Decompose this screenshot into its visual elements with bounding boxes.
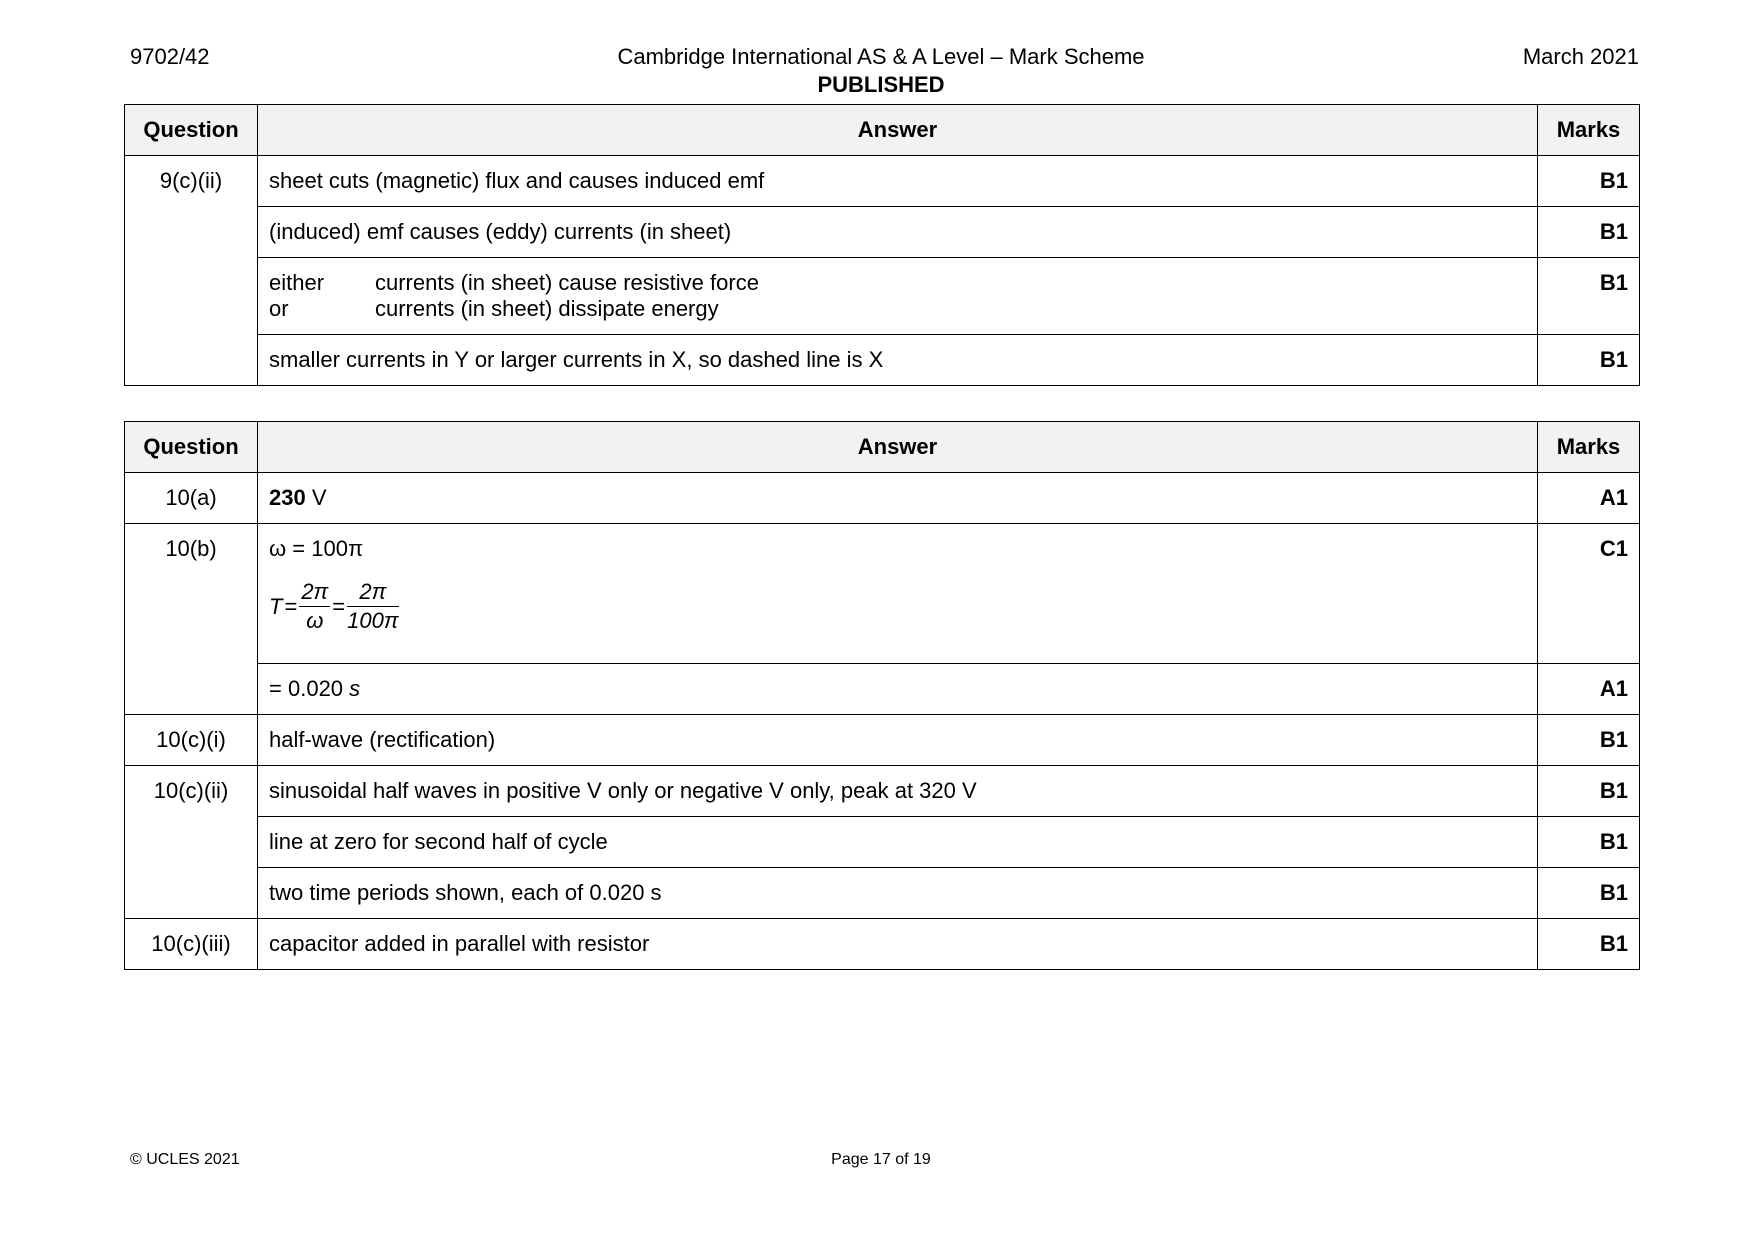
or-line [269,296,1526,322]
table-row [125,335,1640,386]
fraction-denominator: ω [306,608,324,633]
answer-cell: sinusoidal half waves in positive V only or negative V only, peak at 320 V [258,766,1538,817]
table-row [125,664,1640,715]
table-row [125,473,1640,524]
either-line [269,270,1526,296]
period-equation [269,580,1526,633]
or-label: or [269,296,289,321]
table-row [125,207,1640,258]
question-number: 10(c)(i) [125,715,258,766]
answer-cell [258,524,1538,664]
equals-sign: = [269,676,282,701]
either-text: currents (in sheet) cause resistive force [375,270,759,295]
marks-header: Marks [1538,105,1640,156]
either-label: either [269,270,325,295]
equals-sign: = [284,593,298,619]
mark-cell: B1 [1538,817,1640,868]
table-row [125,258,1640,335]
table-header-row [125,105,1640,156]
table-row [125,156,1640,207]
answer-value: 230 [269,485,306,510]
mark-cell: B1 [1538,766,1640,817]
table-row [125,868,1640,919]
or-text: currents (in sheet) dissipate energy [375,296,719,321]
question-number: 10(c)(iii) [125,919,258,970]
fraction-denominator: 100π [347,608,399,633]
title-text: Cambridge International AS & A Level – Mark Scheme [617,44,1145,69]
mark-cell: B1 [1538,868,1640,919]
mark-cell: A1 [1538,473,1640,524]
mark-cell: A1 [1538,664,1640,715]
exam-date: March 2021 [1522,44,1639,69]
table-row [125,817,1640,868]
mark-cell: B1 [1538,207,1640,258]
paper-code: 9702/42 [130,44,210,69]
mark-cell: B1 [1538,715,1640,766]
answer-cell: (induced) emf causes (eddy) currents (in sheet) [258,207,1538,258]
mark-cell: B1 [1538,335,1640,386]
mark-scheme-table-10 [124,421,1640,970]
question-header: Question [125,422,258,473]
fraction-numerator: 2π [299,580,330,607]
answer-cell [258,473,1538,524]
answer-header: Answer [258,105,1538,156]
fraction-2pi-over-100pi [347,580,398,633]
question-number: 10(a) [125,473,258,524]
fraction-2pi-over-omega [299,580,330,633]
answer-cell: sheet cuts (magnetic) flux and causes induced emf [258,156,1538,207]
answer-cell: line at zero for second half of cycle [258,817,1538,868]
question-number: 10(b) [125,524,258,715]
mark-cell: B1 [1538,919,1640,970]
mark-cell: B1 [1538,156,1640,207]
answer-header: Answer [258,422,1538,473]
published-label: PUBLISHED [817,72,945,97]
answer-cell: smaller currents in Y or larger currents in X, so dashed line is X [258,335,1538,386]
answer-cell [258,664,1538,715]
marks-header: Marks [1538,422,1640,473]
copyright-notice: © UCLES 2021 [130,1151,240,1168]
table-row [125,524,1640,664]
omega-line: ω = 100π [269,536,364,561]
page-number: Page 17 of 19 [831,1151,931,1168]
result-value: 0.020 [287,676,344,701]
result-unit: s [349,676,361,701]
equals-sign: = [332,593,346,619]
mark-cell: C1 [1538,524,1640,664]
answer-cell: two time periods shown, each of 0.020 s [258,868,1538,919]
question-header: Question [125,105,258,156]
answer-cell: half-wave (rectification) [258,715,1538,766]
table-row [125,919,1640,970]
table-header-row [125,422,1640,473]
mark-scheme-table-9 [124,104,1640,386]
period-symbol: T [269,593,283,619]
question-number: 9(c)(ii) [125,156,258,386]
table-row [125,715,1640,766]
question-number: 10(c)(ii) [125,766,258,919]
table-row [125,766,1640,817]
answer-cell [258,258,1538,335]
document-title [0,44,1755,98]
answer-cell: capacitor added in parallel with resistor [258,919,1538,970]
mark-cell: B1 [1538,258,1640,335]
fraction-numerator: 2π [347,580,398,607]
answer-unit: V [305,485,327,510]
